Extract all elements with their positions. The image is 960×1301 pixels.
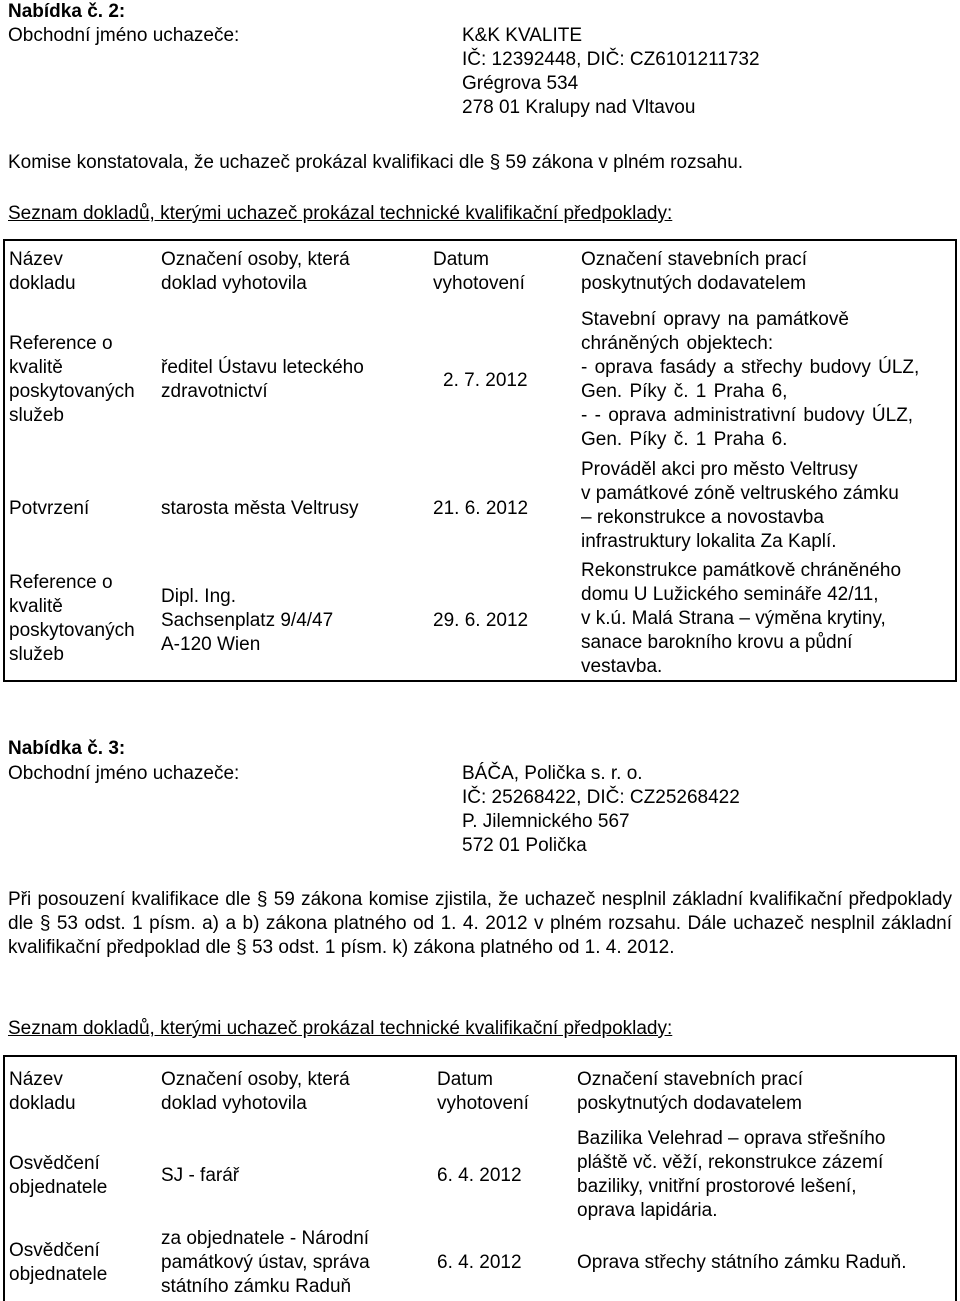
offer2-company-label: Obchodní jméno uchazeče:: [8, 25, 240, 46]
offer2-row2-date: 21. 6. 2012: [433, 498, 529, 519]
offer2-table: [3, 239, 957, 682]
offer3-header-date: Datum vyhotovení: [437, 1069, 529, 1114]
offer2-header-person: Označení osoby, která doklad vyhotovila: [161, 249, 350, 294]
offer2-row3-doc: Reference o kvalitě poskytovaných služeb: [9, 572, 135, 665]
offer2-row1-date: 2. 7. 2012: [443, 370, 528, 391]
offer3-row1-person: SJ - farář: [161, 1165, 240, 1186]
offer2-row2-person: starosta města Veltrusy: [161, 498, 359, 519]
offer2-list-title: Seznam dokladů, kterými uchazeč prokázal technické kvalifikační předpoklady:: [8, 203, 673, 224]
offer3-qualification-statement: Při posouzení kvalifikace dle § 59 zákona komise zjistila, že uchazeč nesplnil základní kvalifikační předpoklady dle § 53 odst. 1 písm. a) a b) zákona platného od 1. 4. 2012 v plném rozsahu. Dále uchazeč nesplnil základní kvalifikační předpoklad dle § 53 odst. 1 písm. k) zákona platného od 1. 4. 2012.: [8, 889, 952, 958]
offer2-header-date: Datum vyhotovení: [433, 249, 525, 294]
offer2-row1-doc: Reference o kvalitě poskytovaných služeb: [9, 333, 135, 426]
offer3-row1-doc: Osvědčení objednatele: [9, 1153, 108, 1198]
offer3-company-label: Obchodní jméno uchazeče:: [8, 763, 240, 784]
offer3-header-doc: Název dokladu: [9, 1069, 76, 1114]
offer3-row2-works: Oprava střechy státního zámku Raduň.: [577, 1252, 907, 1273]
offer2-qualification-statement: Komise konstatovala, že uchazeč prokázal kvalifikaci dle § 59 zákona v plném rozsahu.: [8, 152, 744, 173]
offer2-company-details: K&K KVALITE IČ: 12392448, DIČ: CZ6101211732 Grégrova 534 278 01 Kralupy nad Vltavou: [462, 25, 760, 118]
offer3-row2-date: 6. 4. 2012: [437, 1252, 522, 1273]
offer2-heading: Nabídka č. 2:: [8, 1, 126, 22]
offer3-row2-doc: Osvědčení objednatele: [9, 1240, 108, 1285]
offer3-heading: Nabídka č. 3:: [8, 738, 126, 759]
offer2-row1-works: Stavební opravy na památkově chráněných objektech: - oprava fasády a střechy budovy ÚLZ, Gen. Píky č. 1 Praha 6, - - oprava administrativní budovy ÚLZ, Gen. Píky č. 1 Praha 6.: [581, 309, 920, 450]
offer2-row2-doc: Potvrzení: [9, 498, 90, 519]
offer3-header-works: Označení stavebních prací poskytnutých dodavatelem: [577, 1069, 804, 1114]
offer3-list-title: Seznam dokladů, kterými uchazeč prokázal technické kvalifikační předpoklady:: [8, 1018, 673, 1039]
offer3-company-details: BÁČA, Polička s. r. o. IČ: 25268422, DIČ: CZ25268422 P. Jilemnického 567 572 01 Polička: [462, 763, 740, 856]
offer3-row2-person: za objednatele - Národní památkový ústav, správa státního zámku Raduň: [161, 1228, 370, 1297]
offer2-row3-date: 29. 6. 2012: [433, 610, 529, 631]
offer2-header-doc: Název dokladu: [9, 249, 76, 294]
offer2-row1-person: ředitel Ústavu leteckého zdravotnictví: [161, 357, 364, 402]
offer3-row1-date: 6. 4. 2012: [437, 1165, 522, 1186]
offer2-row3-person: Dipl. Ing. Sachsenplatz 9/4/47 A-120 Wien: [161, 586, 334, 655]
offer2-header-works: Označení stavebních prací poskytnutých dodavatelem: [581, 249, 808, 294]
offer2-row2-works: Prováděl akci pro město Veltrusy v památkové zóně veltruského zámku – rekonstrukce a novostavba infrastruktury lokalita Za Kaplí.: [581, 459, 899, 552]
offer2-row3-works: Rekonstrukce památkově chráněného domu U Lužického semináře 42/11, v k.ú. Malá Strana – výměna krytiny, sanace barokního krovu a půdní vestavba.: [581, 560, 902, 677]
offer3-row1-works: Bazilika Velehrad – oprava střešního pláště vč. věží, rekonstrukce zázemí baziliky, vnitřní prostorové lešení, oprava lapidária.: [577, 1128, 886, 1221]
offer3-header-person: Označení osoby, která doklad vyhotovila: [161, 1069, 350, 1114]
offer3-table: [3, 1055, 957, 1301]
